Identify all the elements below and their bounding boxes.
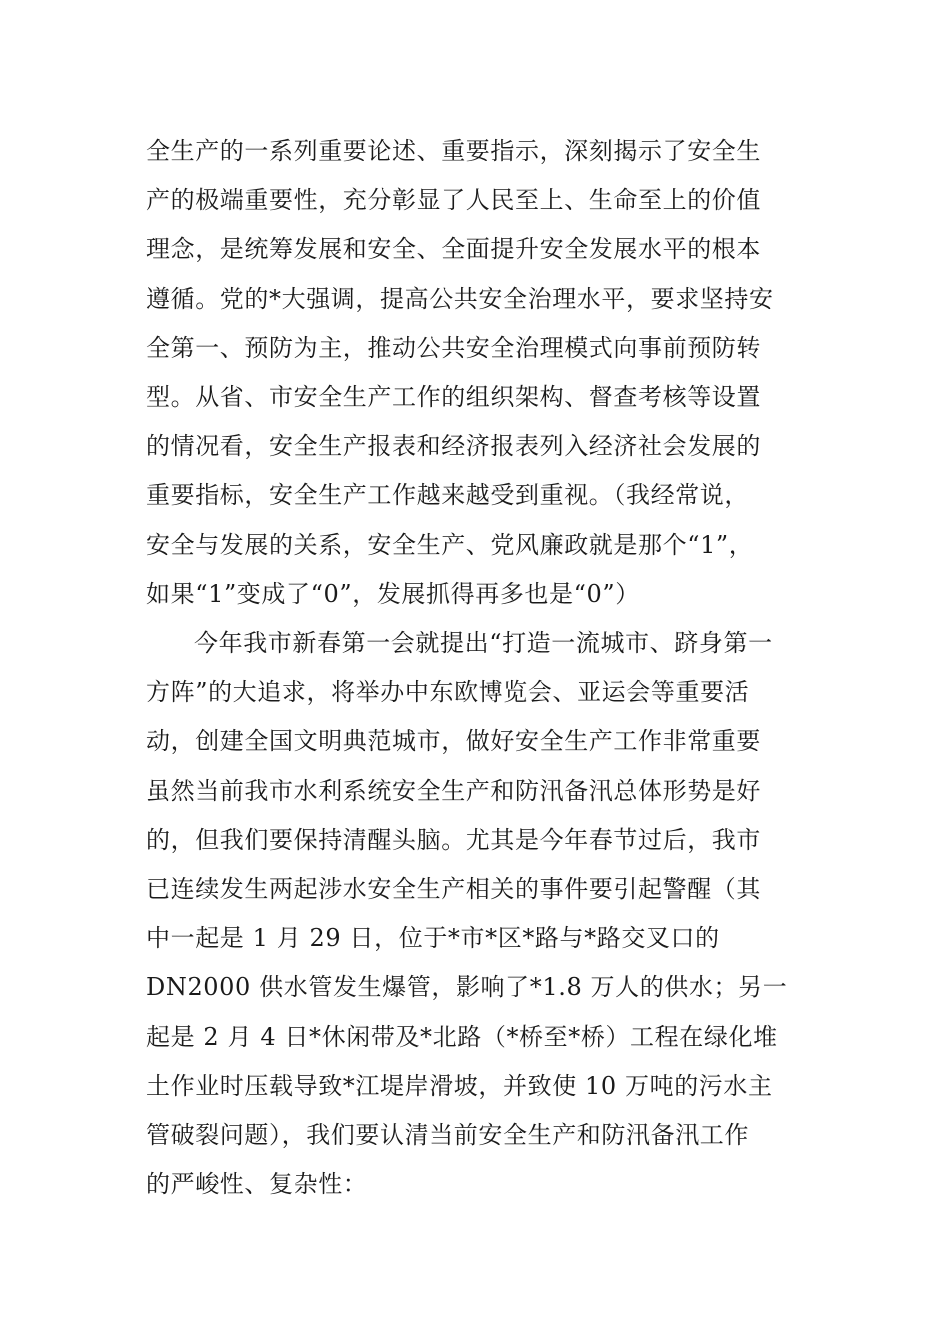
text-line: 虽然当前我市水利系统安全生产和防汛备汛总体形势是好	[146, 776, 761, 805]
text-line: 如果“1”变成了“0”，发展抓得再多也是“0”）	[146, 579, 640, 608]
text-line: 方阵”的大追求，将举办中东欧博览会、亚运会等重要活	[146, 678, 750, 707]
paragraph-1	[146, 127, 810, 619]
text-line: 起是 2 月 4 日*休闲带及*北路（*桥至*桥）工程在绿化堆	[146, 1022, 778, 1051]
text-line: 的情况看，安全生产报表和经济报表列入经济社会发展的	[146, 432, 761, 461]
text-line: 已连续发生两起涉水安全生产相关的事件要引起警醒（其	[146, 874, 761, 903]
text-line: 土作业时压载导致*江堤岸滑坡，并致使 10 万吨的污水主	[146, 1071, 773, 1100]
text-line: 全生产的一系列重要论述、重要指示，深刻揭示了安全生	[146, 137, 761, 165]
text-line: 动，创建全国文明典范城市，做好安全生产工作非常重要	[146, 727, 761, 756]
text-line: 安全与发展的关系，安全生产、党风廉政就是那个“1”，	[146, 530, 754, 559]
text-line: 理念，是统筹发展和安全、全面提升安全发展水平的根本	[146, 235, 761, 264]
text-line: DN2000 供水管发生爆管，影响了*1.8 万人的供水；另一	[146, 973, 788, 1002]
text-line: 重要指标，安全生产工作越来越受到重视。（我经常说，	[146, 481, 749, 510]
text-line: 的，但我们要保持清醒头脑。尤其是今年春节过后，我市	[146, 825, 761, 854]
text-line: 的严峻性、复杂性：	[146, 1170, 368, 1199]
text-line: 型。从省、市安全生产工作的组织架构、督查考核等设置	[146, 382, 761, 411]
paragraph-2	[146, 619, 810, 1209]
text-line-indented: 今年我市新春第一会就提出“打造一流城市、跻身第一	[194, 629, 773, 657]
text-line: 产的极端重要性，充分彰显了人民至上、生命至上的价值	[146, 186, 761, 215]
text-line: 管破裂问题），我们要认清当前安全生产和防汛备汛工作	[146, 1120, 749, 1149]
text-line: 中一起是 1 月 29 日，位于*市*区*路与*路交叉口的	[146, 924, 720, 953]
text-line: 全第一、预防为主，推动公共安全治理模式向事前预防转	[146, 333, 761, 362]
text-line: 遵循。党的*大强调，提高公共安全治理水平，要求坚持安	[146, 284, 774, 313]
